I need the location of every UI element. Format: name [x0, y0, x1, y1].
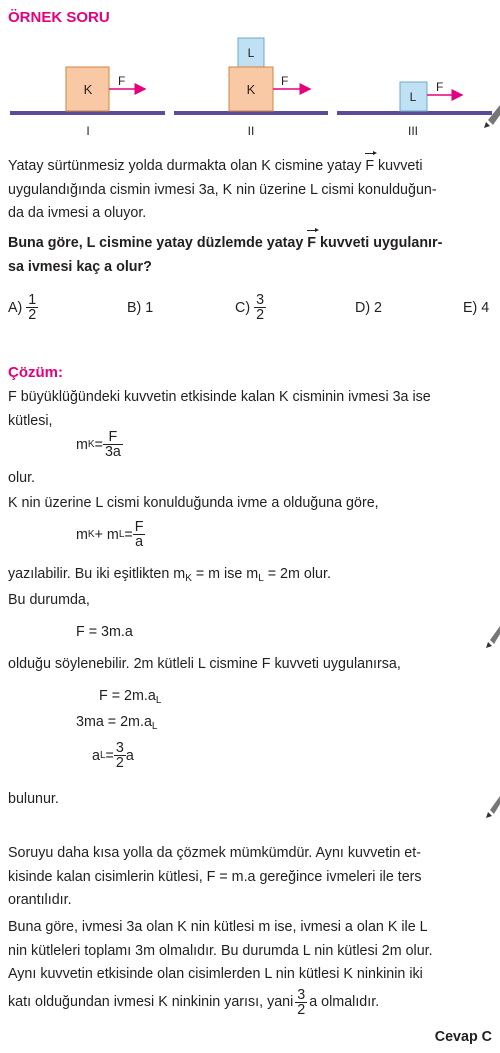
figure-1 — [10, 67, 165, 138]
solution-olur: olur. — [8, 470, 36, 486]
short-method-paragraph-2: Buna göre, ivmesi 3a olan K nin kütlesi m ise, ivmesi a olan K ile L nin kütleleri toplamı 3m olmalıdır. Bu durumda L nin kütlesi 2m olur. Aynı kuvvetin etkisinde olan cisimlerden L nin kütlesi K ninkinin iki — [8, 919, 433, 983]
pencil-icon-3 — [486, 790, 500, 820]
option-d[interactable]: D) 2 — [355, 300, 383, 316]
solution-paragraph-3: K nin üzerine L cismi konulduğunda ivme a olduğuna göre, — [8, 495, 379, 511]
force-label-1: F — [118, 74, 126, 88]
short-method-paragraph: Soruyu daha kısa yolla da çözmek mümkümdür. Aynı kuvvetin et- kisinde kalan cisimlerin kütlesi, F = m.a gereğince ivmeleri ile ters orantılıdır. — [8, 845, 422, 909]
question-prompt: Buna göre, L cismine yatay düzlemde yatay F kuvveti uygulanır- sa ivmesi kaç a olur? — [8, 232, 498, 279]
solution-paragraph-5: Bu durumda, — [8, 592, 90, 608]
equation-force: F = 3m.a — [76, 624, 133, 640]
equation-mass-sum: m K + m L = $\frac{F}{a}$ — [76, 519, 144, 551]
block-k-label-2: K — [246, 82, 256, 97]
option-b[interactable]: B) 1 — [127, 300, 154, 316]
option-a[interactable]: A) $\frac{1}{2}$ — [8, 292, 37, 324]
block-l-label-2: L — [247, 46, 255, 60]
ground-line-1 — [10, 111, 165, 115]
equation-al: a L = $\frac{3}{2}$ a — [92, 740, 134, 772]
question-paragraph: Yatay sürtünmesiz yolda durmakta olan K cismine yatay F kuvveti uygulandığında cismin ivmesi 3a, K nin üzerine L cismi konulduğun- da da ivmesi a oluyor. — [8, 155, 492, 226]
option-e[interactable]: E) 4 — [463, 300, 490, 316]
force-label-3: F — [436, 80, 444, 94]
roman-label-3: III — [407, 124, 419, 138]
figure-2 — [174, 38, 328, 138]
option-c[interactable]: C) $\frac{3}{2}$ — [235, 292, 265, 324]
equation-force-l: $F = 2m.a_L$ — [99, 688, 162, 706]
solution-paragraph-4: yazılabilir. Bu iki eşitlikten $m_K = m$ ise $m_L = 2m$ olur. — [8, 566, 331, 584]
physics-figure — [0, 35, 500, 140]
solution-paragraph-6: olduğu söylenebilir. 2m kütleli L cismine F kuvveti uygulanırsa, — [8, 656, 401, 672]
equation-3ma: $3ma = 2m.a_L$ — [76, 714, 158, 732]
force-label-2: F — [281, 74, 289, 88]
short-method-last-line: katı olduğundan ivmesi K ninkinin yarısı, yani $\frac{3}{2}$ a olmalıdır. — [8, 987, 380, 1019]
equation-mass-k: m K = $\frac{F}{3a}$ — [76, 429, 121, 461]
example-question-title: ÖRNEK SORU — [8, 9, 110, 26]
roman-label-1: I — [86, 124, 90, 138]
answer-label: Cevap C — [434, 1029, 492, 1045]
block-l-label-3: L — [409, 90, 417, 104]
pencil-icon — [484, 105, 500, 128]
pencil-icon-2 — [486, 620, 500, 650]
solution-paragraph-1: F büyüklüğündeki kuvvetin etkisinde kalan K cisminin ivmesi 3a ise kütlesi, — [8, 389, 431, 429]
figure-3 — [337, 80, 492, 138]
ground-line-2 — [174, 111, 328, 115]
block-k-label-1: K — [83, 82, 93, 97]
roman-label-2: II — [247, 124, 255, 138]
solution-bulunur: bulunur. — [8, 791, 59, 807]
ground-line-3 — [337, 111, 492, 115]
solution-title: Çözüm: — [8, 364, 63, 381]
